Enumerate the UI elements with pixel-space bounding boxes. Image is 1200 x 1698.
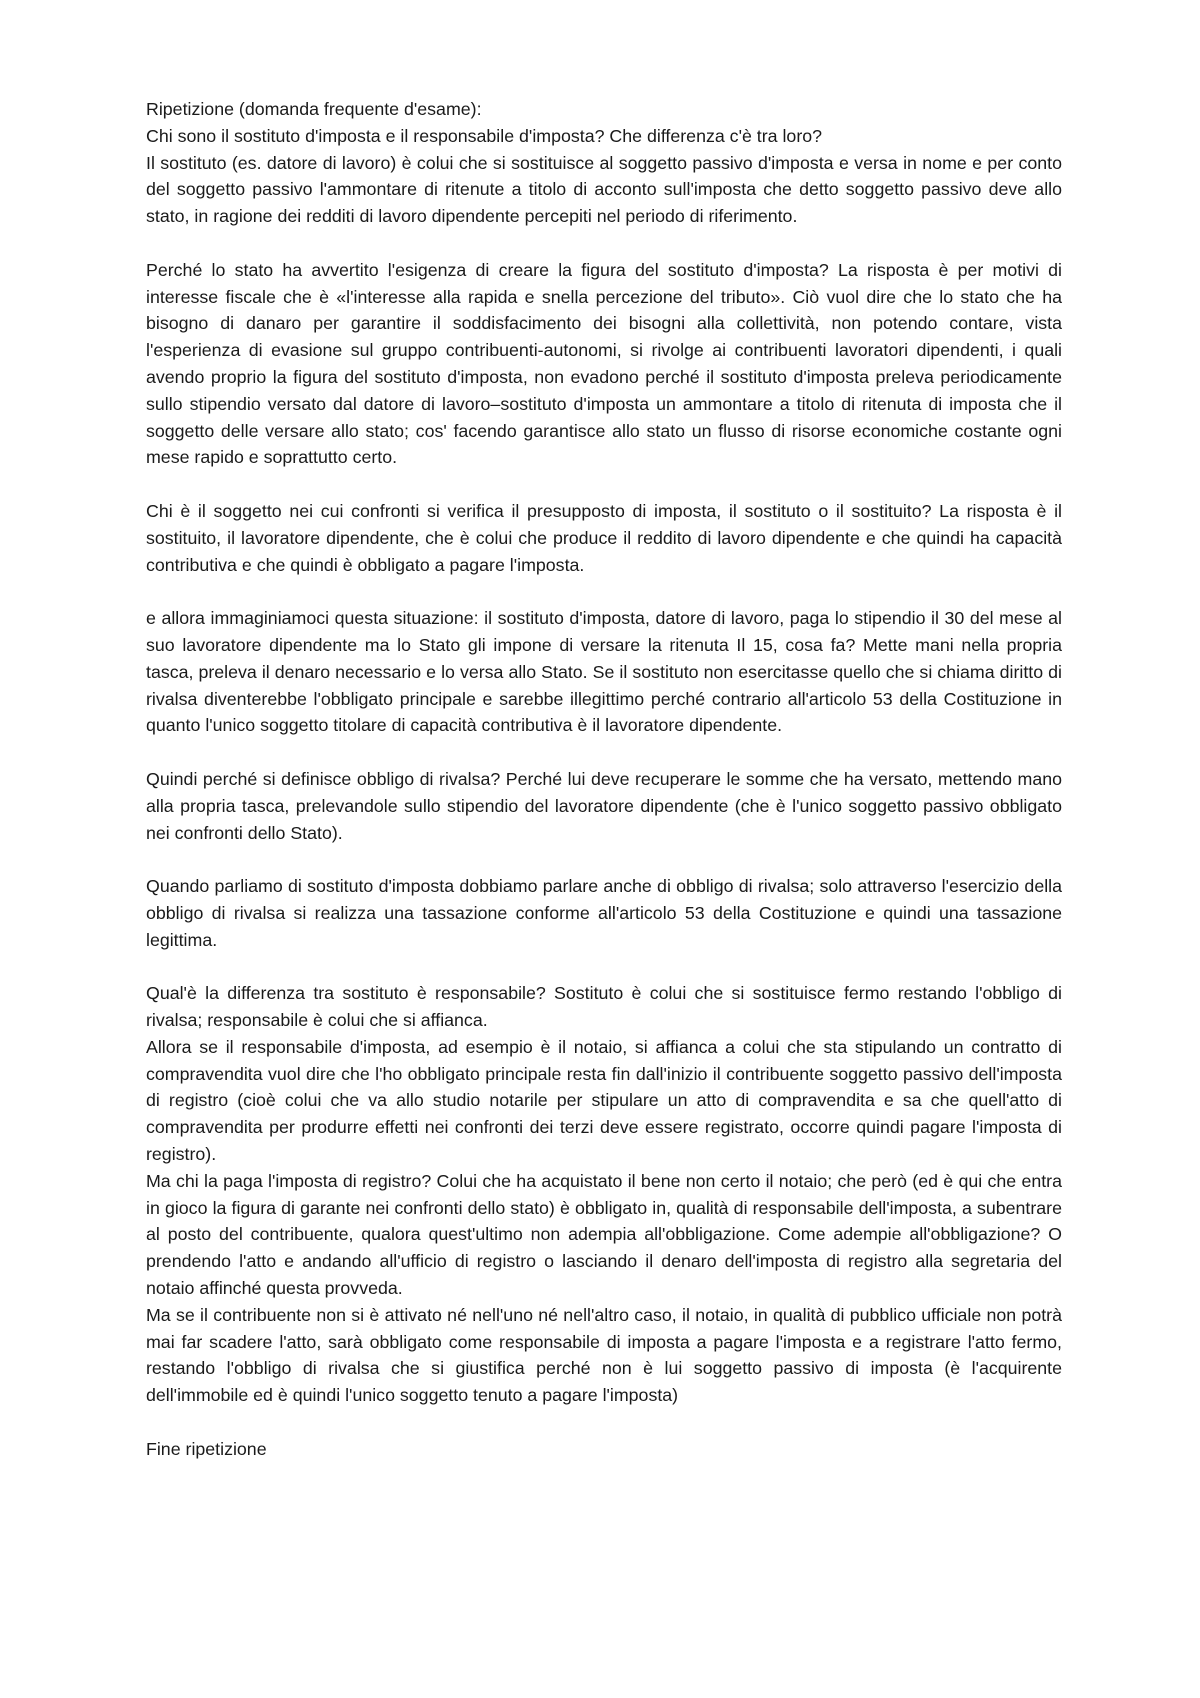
paragraph-gap (146, 1409, 1062, 1436)
heading-line: Ripetizione (domanda frequente d'esame): (146, 99, 482, 119)
paragraph: Qual'è la differenza tra sostituto è responsabile? Sostituto è colui che si sostituisce fermo restando l'obbligo di rivalsa; responsabile è colui che si affianca. (146, 983, 1062, 1031)
paragraph: Il sostituto (es. datore di lavoro) è colui che si sostituisce al soggetto passivo d'imposta e versa in nome e per conto del soggetto passivo l'ammontare di ritenute a titolo di acconto sull'imposta che detto soggetto passivo deve allo stato, in ragione dei redditi di lavoro dipendente percepiti nel periodo di riferimento. (146, 152, 1062, 227)
paragraph: Quindi perché si definisce obbligo di rivalsa? Perché lui deve recuperare le somme che ha versato, mettendo mano alla propria tasca, prelevandole sullo stipendio del lavoratore dipendente (che è l'unico soggetto passivo obbligato nei confronti dello Stato). (146, 768, 1062, 843)
paragraph: Chi è il soggetto nei cui confronti si verifica il presupposto di imposta, il sostituto o il sostituito? La risposta è il sostituito, il lavoratore dipendente, che è colui che produce il reddito di lavoro dipendente e che quindi ha capacità contributiva e che quindi è obbligato a pagare l'imposta. (146, 500, 1062, 575)
question-line: Chi sono il sostituto d'imposta e il responsabile d'imposta? Che differenza c'è tra loro? (146, 125, 823, 146)
paragraph-gap (146, 578, 1062, 605)
paragraph: Perché lo stato ha avvertito l'esigenza di creare la figura del sostituto d'imposta? La risposta è per motivi di interesse fiscale che è «l'interesse alla rapida e snella percezione del tributo». Ciò vuol dire che lo stato che ha bisogno di danaro per garantire il soddisfacimento dei bisogni alla collettività, non potendo contare, vista l'esperienza di evasione sul gruppo contribuenti-autonomi, si rivolge ai contribuenti lavoratori dipendenti, i quali avendo proprio la figura del sostituto d'imposta, non evadono perché il sostituto d'imposta preleva periodicamente sullo stipendio versato dal datore di lavoro–sostituto d'imposta un ammontare a titolo di ritenuta di imposta che il soggetto delle versare allo stato; cos' facendo garantisce allo stato un flusso di risorse economiche costante ogni mese rapido e soprattutto certo. (146, 259, 1062, 468)
paragraph: e allora immaginiamoci questa situazione: il sostituto d'imposta, datore di lavoro, paga lo stipendio il 30 del mese al suo lavoratore dipendente ma lo Stato gli impone di versare la ritenuta Il 15, cosa fa? Mette mani nella propria tasca, preleva il denaro necessario e lo versa allo Stato. Se il sostituto non esercitasse quello che si chiama diritto di rivalsa diventerebbe l'obbligato principale e sarebbe illegittimo perché contrario all'articolo 53 della Costituzione in quanto l'unico soggetto titolare di capacità contributiva è il lavoratore dipendente. (146, 608, 1062, 736)
document-body (146, 96, 1062, 1463)
paragraph: Allora se il responsabile d'imposta, ad esempio è il notaio, si affianca a colui che sta stipulando un contratto di compravendita vuol dire che l'ho obbligato principale resta fin dall'inizio il contribuente soggetto passivo dell'imposta di registro (cioè colui che va allo studio notarile per stipulare un atto di compravendita e sa che quell'atto di compravendita per produrre effetti nei confronti dei terzi deve essere registrato, occorre quindi pagare l'imposta di registro). (146, 1036, 1062, 1165)
paragraph-gap (146, 846, 1062, 873)
paragraph: Quando parliamo di sostituto d'imposta dobbiamo parlare anche di obbligo di rivalsa; solo attraverso l'esercizio della obbligo di rivalsa si realizza una tassazione conforme all'articolo 53 della Costituzione e quindi una tassazione legittima. (146, 876, 1062, 950)
paragraph-gap (146, 471, 1062, 498)
paragraph-gap (146, 230, 1062, 257)
closing-line: Fine ripetizione (146, 1438, 267, 1459)
paragraph: Ma se il contribuente non si è attivato né nell'uno né nell'altro caso, il notaio, in qualità di pubblico ufficiale non potrà mai far scadere l'atto, sarà obbligato come responsabile di imposta a pagare l'imposta e a registrare l'atto fermo, restando l'obbligo di rivalsa che si giustifica perché non è lui soggetto passivo di imposta (è l'acquirente dell'immobile ed è quindi l'unico soggetto tenuto a pagare l'imposta) (146, 1304, 1062, 1406)
paragraph-gap (146, 954, 1062, 981)
paragraph-gap (146, 739, 1062, 766)
paragraph: Ma chi la paga l'imposta di registro? Colui che ha acquistato il bene non certo il notaio; che però (ed è qui che entra in gioco la figura di garante nei confronti dello stato) è obbligato in, qualità di responsabile dell'imposta, a subentrare al posto del contribuente, qualora quest'ultimo non adempia all'obbligazione. Come adempie all'obbligazione? O prendendo l'atto e andando all'ufficio di registro o lasciando il denaro dell'imposta di registro alla segretaria del notaio affinché questa provveda. (146, 1170, 1062, 1299)
